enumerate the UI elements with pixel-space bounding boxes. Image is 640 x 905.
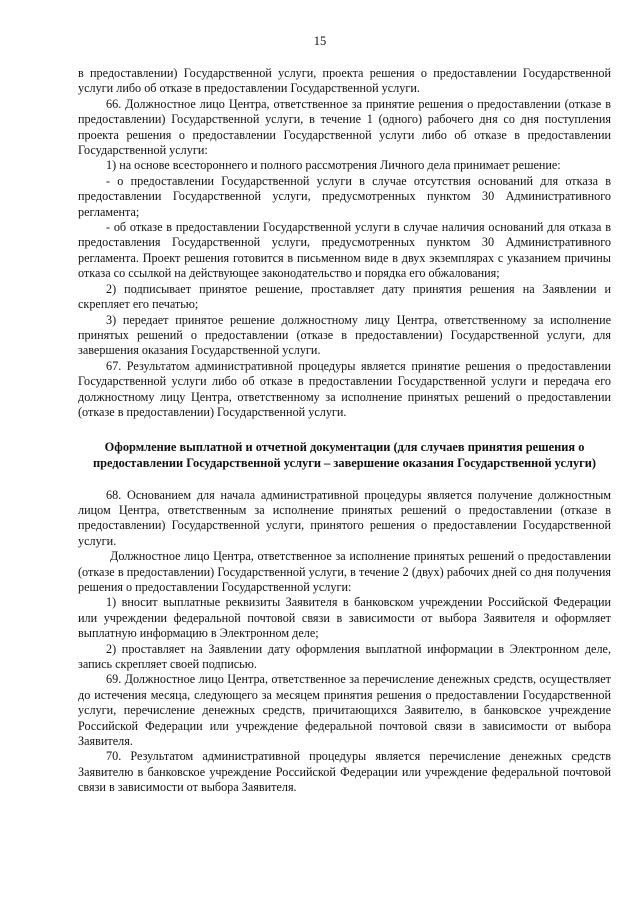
paragraph-70: 70. Результатом административной процедуры является перечисление денежных средств Заявителю в банковское учреждение Российской Федерации или учреждение федеральной почтовой связи в зависимости от выбора Заявителя. [78, 749, 611, 795]
document-body [78, 66, 611, 796]
paragraph-68: 68. Основанием для начала административной процедуры является получение должностным лицом Центра, ответственным за исполнение принятых решений о предоставлении (отказе в предоставлении) Государственной услуги, принятого решения о предоставлении Государственной услуги. [78, 487, 611, 548]
paragraph-66-item-1-refusal: - об отказе в предоставлении Государственной услуги в случае наличия оснований для отказа в предоставления Государственной услуги, предусмотренных пунктом 30 Административного регламента. Проект решения готовится в письменном виде в двух экземплярах с указанием причины отказа со ссылкой на действующее законодательство и порядка его обжалования; [78, 220, 611, 281]
paragraph-68-responsible: Должностное лицо Центра, ответственное за исполнение принятых решений о предоставлении (отказе в предоставлении) Государственной услуги, в течение 2 (двух) рабочих дней со дня получения решения о предоставлении Государственной услуги: [78, 549, 611, 594]
paragraph-68-item-2: 2) проставляет на Заявлении дату оформления выплатной информации в Электронном деле, запись скрепляет своей подписью. [78, 641, 611, 671]
paragraph-69: 69. Должностное лицо Центра, ответственное за перечисление денежных средств, осуществляет до истечения месяца, следующего за месяцем принятия решения о предоставлении Государственной услуги, перечисление денежных средств, причитающихся Заявителю, в банковское учреждение Российской Федерации или учреждение федеральной почтовой связи в зависимости от выбора Заявителя. [78, 672, 611, 749]
paragraph-66-item-3: 3) передает принятое решение должностному лицу Центра, ответственному за исполнение принятых решений о предоставлении (отказе в предоставлении) Государственной услуги, для завершения оказания Государственной услуги. [78, 312, 611, 358]
paragraph-67: 67. Результатом административной процедуры является принятие решения о предоставлении Государственной услуги либо об отказе в предоставлении Государственной услуги и передача его должностному лицу Центра, ответственному за исполнение принятых решений о предоставлении (отказе в предоставлении) Государственной услуги. [78, 358, 611, 419]
paragraph-continuation: в предоставлении) Государственной услуги, проекта решения о предоставлении Государственной услуги либо об отказе в предоставлении Государственной услуги. [78, 66, 611, 96]
paragraph-66: 66. Должностное лицо Центра, ответственное за принятие решения о предоставлении (отказе в предоставлении) Государственной услуги, в течение 1 (одного) рабочего дня со дня поступления проекта решения о предоставлении Государственной услуги либо об отказе в предоставлении Государственной услуги: [78, 96, 611, 158]
section-heading: Оформление выплатной и отчетной документации (для случаев принятия решения о предоставлении Государственной услуги – завершение оказания Государственной услуги) [92, 440, 597, 470]
paragraph-66-item-1-grant: - о предоставлении Государственной услуги в случае отсутствия оснований для отказа в предоставлении Государственной услуги, предусмотренных пунктом 30 Административного регламента; [78, 173, 611, 219]
page-number: 15 [313, 34, 327, 48]
paragraph-68-item-1: 1) вносит выплатные реквизиты Заявителя в банковском учреждении Российской Федерации или учреждении федеральной почтовой связи в зависимости от выбора Заявителя и оформляет выплатную информацию в Электронном деле; [78, 595, 611, 641]
paragraph-66-item-2: 2) подписывает принятое решение, проставляет дату принятия решения на Заявлении и скрепляет его печатью; [78, 281, 611, 312]
paragraph-66-item-1: 1) на основе всестороннего и полного рассмотрения Личного дела принимает решение: [106, 158, 561, 173]
